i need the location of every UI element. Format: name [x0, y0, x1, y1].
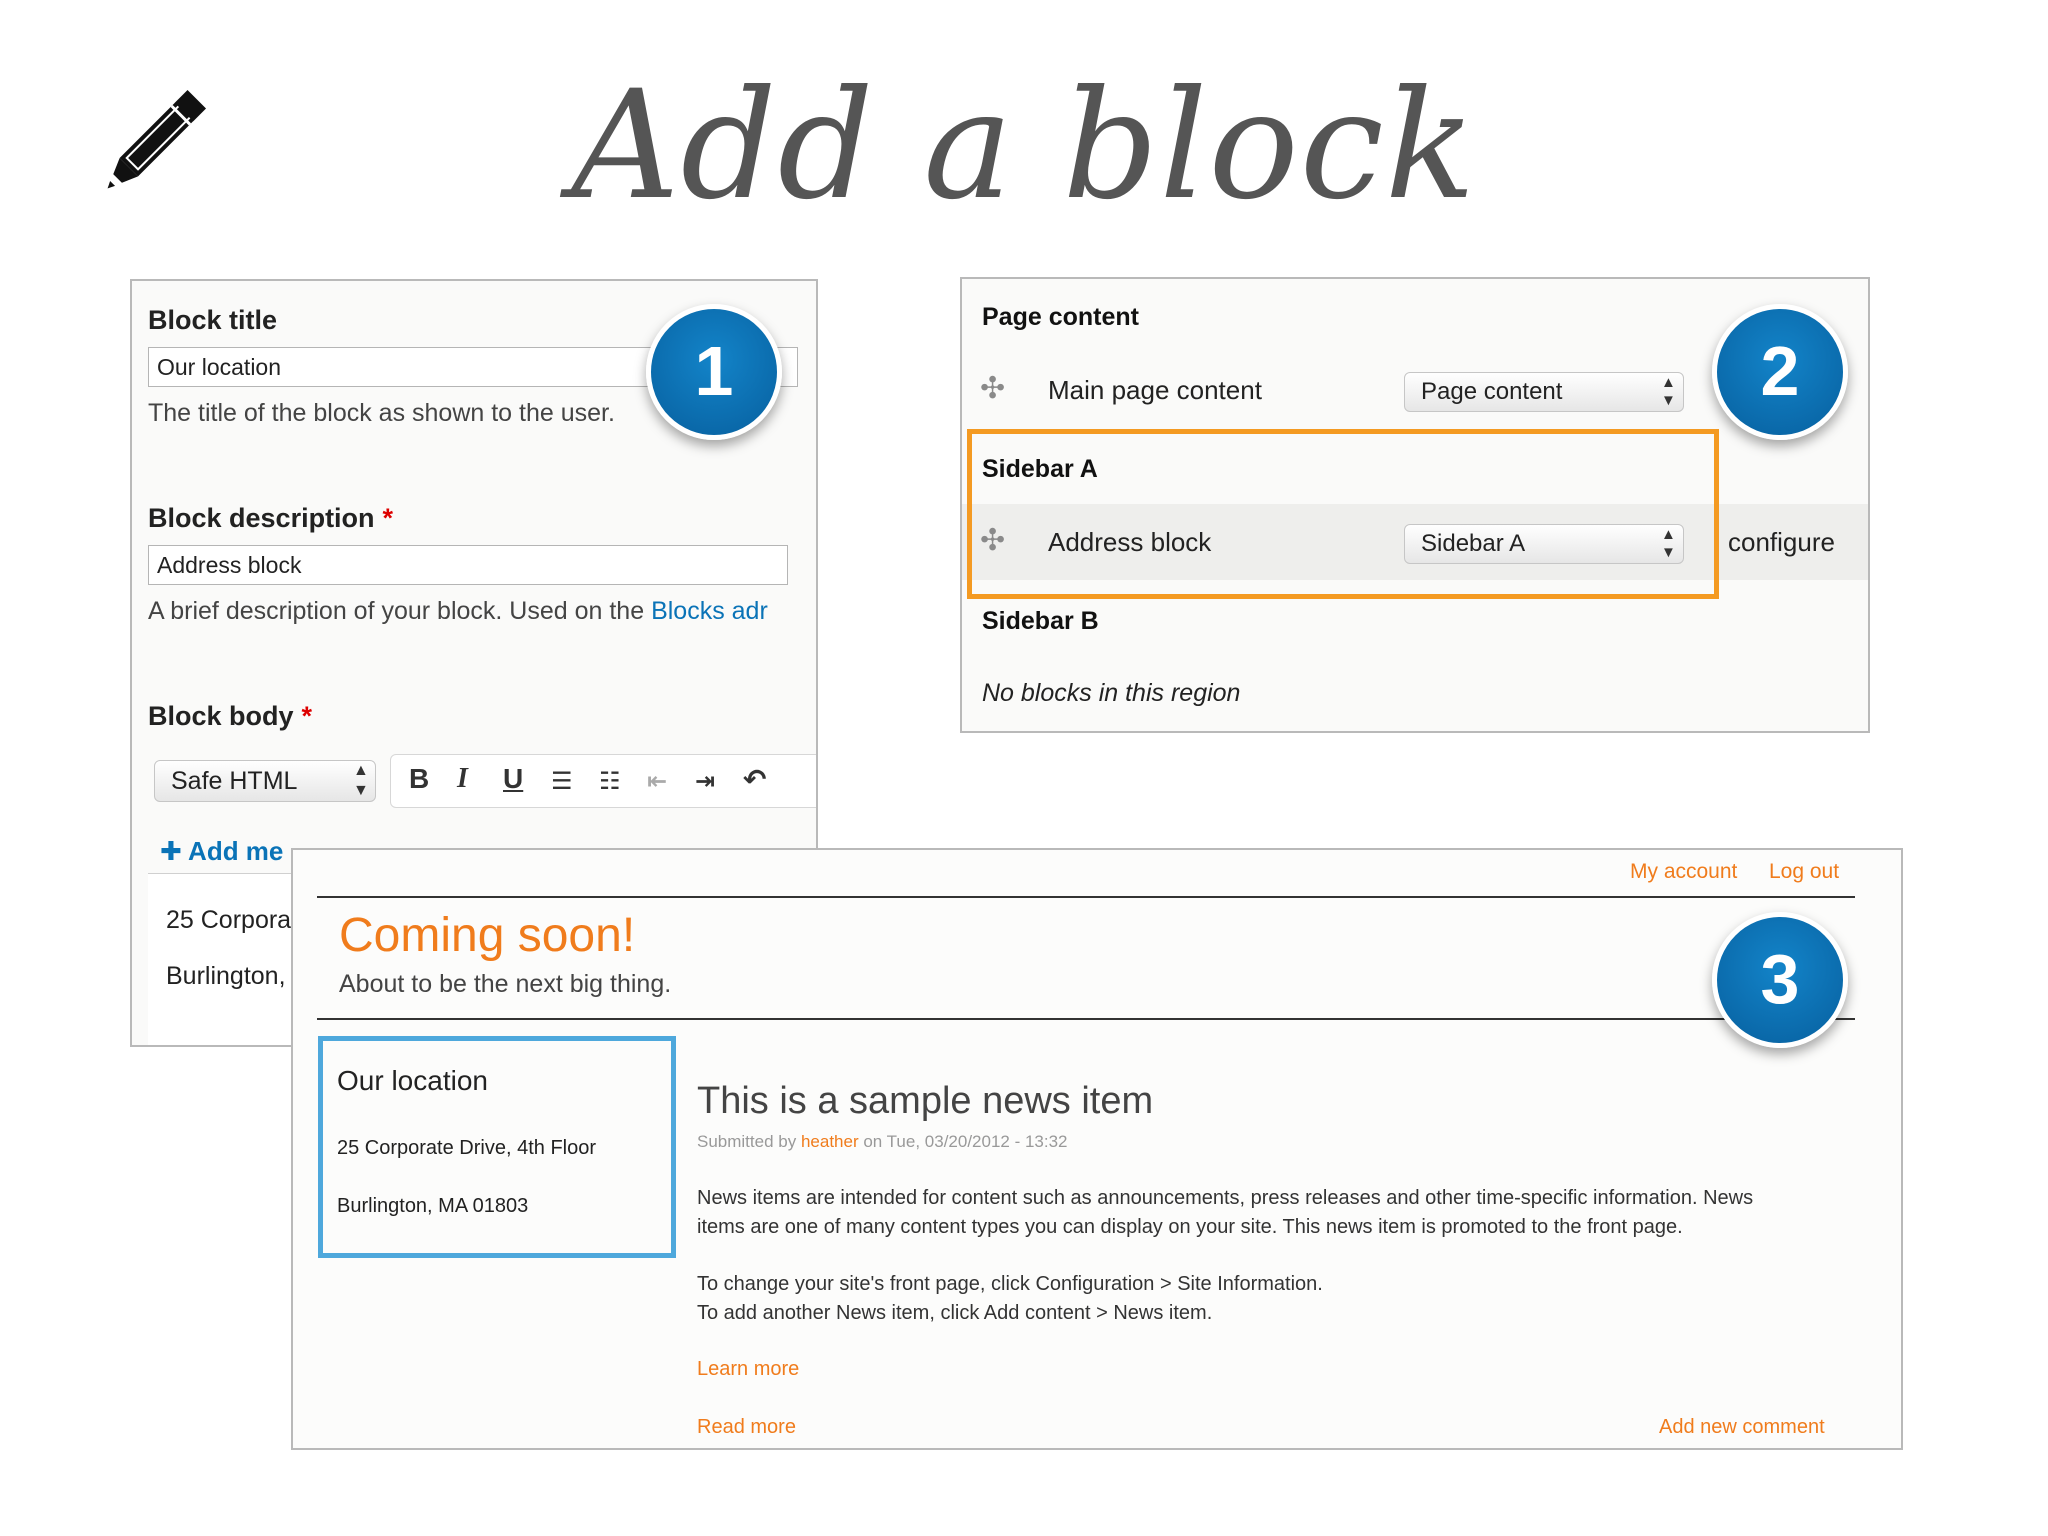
paragraph-line: News items are intended for content such as announcements, press releases and other time-specific information. News: [697, 1187, 1754, 1209]
bullet-list-icon[interactable]: ☰: [551, 768, 573, 795]
editor-toolbar: [390, 754, 818, 808]
submitted-date: on Tue, 03/20/2012 - 13:32: [858, 1132, 1068, 1151]
site-slogan: About to be the next big thing.: [339, 970, 672, 998]
region-title-sidebar-b: Sidebar B: [982, 607, 1099, 635]
address-block-label: Address block: [1048, 527, 1212, 557]
block-description-help-text: A brief description of your block. Used on the: [148, 597, 652, 625]
required-mark: *: [301, 701, 313, 731]
italic-button[interactable]: I: [457, 763, 468, 794]
drag-handle-icon[interactable]: ✣: [980, 372, 1006, 405]
block-body-label-text: Block body: [148, 701, 294, 731]
slide-title: Add a block: [571, 59, 1477, 233]
site-preview-panel: [291, 848, 1903, 1450]
news-paragraph-1: [697, 1184, 1857, 1242]
drag-handle-icon[interactable]: ✣: [980, 524, 1006, 557]
text-format-select[interactable]: [154, 760, 376, 802]
outdent-icon[interactable]: ⇤: [647, 768, 668, 795]
news-paragraph-2: [697, 1270, 1857, 1328]
numbered-list-icon[interactable]: ☷: [599, 768, 621, 795]
block-description-label-text: Block description: [148, 503, 375, 533]
block-description-input[interactable]: Address block: [148, 545, 788, 585]
main-page-content-region-select[interactable]: [1404, 372, 1684, 412]
editor-line: 25 Corpora: [166, 906, 292, 934]
block-title-input[interactable]: Our location: [148, 347, 798, 387]
block-description-help: [148, 597, 768, 626]
author-link[interactable]: heather: [800, 1132, 859, 1151]
indent-icon[interactable]: ⇥: [695, 768, 716, 795]
blocks-admin-link[interactable]: Blocks adr: [651, 597, 768, 625]
paragraph-line: To add another News item, click Add content > News item.: [697, 1302, 1213, 1324]
select-arrows-icon: ▲ ▼: [353, 762, 369, 799]
step-badge-3: 3: [1712, 912, 1848, 1048]
submitted-info: [697, 1132, 1068, 1152]
region-select-value: Page content: [1421, 378, 1563, 405]
paragraph-line: items are one of many content types you can display on your site. This news item is promoted to the front page.: [697, 1216, 1683, 1238]
header-divider: [317, 1018, 1855, 1020]
select-arrows-icon: ▲ ▼: [1661, 374, 1676, 409]
our-location-block: [318, 1036, 676, 1258]
block-body-label: [148, 701, 312, 732]
empty-region-message: No blocks in this region: [982, 679, 1241, 707]
submitted-prefix: Submitted by: [697, 1132, 801, 1151]
editor-line: Burlington,: [166, 962, 286, 990]
news-title[interactable]: This is a sample news item: [697, 1080, 1154, 1122]
log-out-link[interactable]: Log out: [1769, 860, 1840, 883]
read-more-link[interactable]: Read more: [697, 1416, 796, 1438]
site-name[interactable]: Coming soon!: [339, 909, 636, 962]
block-description-label: [148, 503, 393, 534]
region-title-sidebar-a: Sidebar A: [982, 455, 1098, 483]
region-select-value: Sidebar A: [1421, 530, 1526, 557]
my-account-link[interactable]: My account: [1630, 860, 1738, 883]
header-divider: [317, 896, 1855, 898]
block-title-label: Block title: [148, 305, 278, 335]
region-title-page-content: Page content: [982, 303, 1139, 331]
step-badge-2: 2: [1712, 304, 1848, 440]
select-arrows-icon: ▲ ▼: [1661, 526, 1676, 561]
learn-more-link[interactable]: Learn more: [697, 1358, 800, 1380]
block-title: Our location: [337, 1065, 488, 1096]
add-media-label: Add me: [188, 836, 284, 866]
address-line: 25 Corporate Drive, 4th Floor: [337, 1137, 597, 1159]
required-mark: *: [382, 503, 394, 533]
address-line: Burlington, MA 01803: [337, 1195, 529, 1217]
text-format-value: Safe HTML: [171, 767, 298, 795]
underline-button[interactable]: U: [503, 763, 524, 794]
add-media-link[interactable]: [160, 836, 283, 867]
configure-link[interactable]: configure: [1728, 527, 1835, 557]
block-title-help: The title of the block as shown to the user.: [148, 399, 615, 427]
bold-button[interactable]: B: [409, 763, 430, 794]
undo-icon[interactable]: ↶: [743, 764, 767, 795]
paragraph-line: To change your site's front page, click Configuration > Site Information.: [697, 1273, 1323, 1295]
step-badge-1: 1: [646, 304, 782, 440]
add-new-comment-link[interactable]: Add new comment: [1659, 1416, 1825, 1438]
main-page-content-label: Main page content: [1048, 375, 1262, 405]
plus-icon: ✚: [160, 836, 189, 866]
sidebar-a-highlight: [967, 429, 1719, 599]
